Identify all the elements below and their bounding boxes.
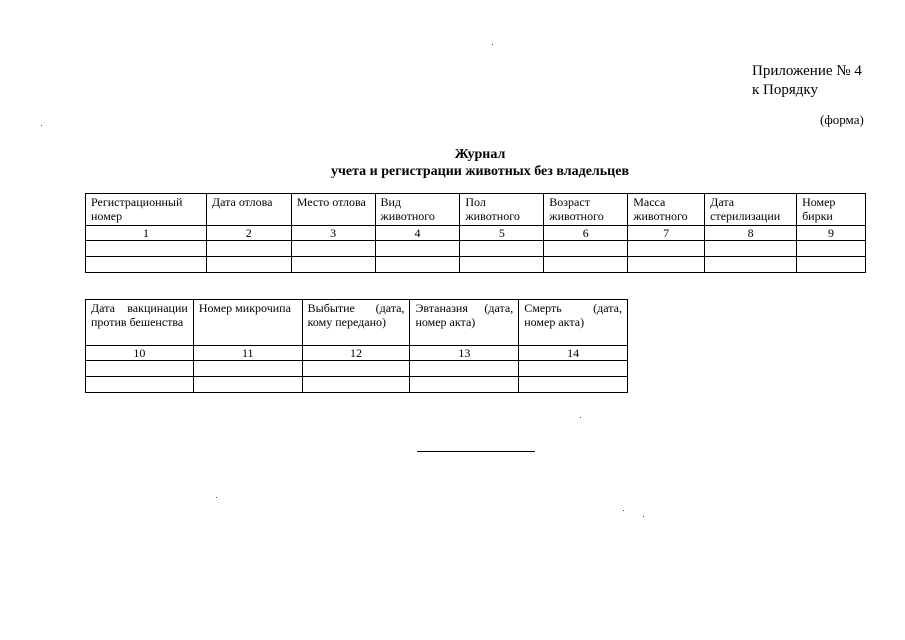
scan-speck (41, 125, 42, 126)
table-cell (410, 361, 519, 377)
journal-table-2 (85, 299, 628, 393)
table-cell (705, 241, 797, 257)
column-number: 2 (206, 226, 291, 241)
column-header: Эвтаназия (дата, номер акта) (410, 300, 519, 346)
end-divider-line (417, 451, 535, 452)
title-subtitle: учета и регистрации животных без владельцев (330, 164, 630, 179)
table-cell (375, 257, 460, 273)
column-number: 10 (86, 346, 194, 361)
appendix-number: Приложение № 4 (752, 63, 862, 79)
table-cell (519, 361, 628, 377)
journal-table-1 (85, 193, 866, 273)
table-cell (193, 377, 302, 393)
column-header: Дата отлова (206, 194, 291, 226)
column-header: Масса животного (628, 194, 705, 226)
scan-speck (580, 417, 581, 418)
document-title (0, 146, 905, 180)
scan-speck (623, 510, 624, 511)
table-row (86, 241, 866, 257)
table-cell (86, 361, 194, 377)
table-cell (86, 377, 194, 393)
table-row (86, 361, 628, 377)
column-number: 13 (410, 346, 519, 361)
table-header-row (86, 194, 866, 226)
column-header: Номер микрочипа (193, 300, 302, 346)
column-number-row (86, 226, 866, 241)
scan-speck (216, 497, 217, 498)
table-cell (460, 257, 544, 273)
table-cell (628, 257, 705, 273)
table-cell (291, 241, 375, 257)
column-header: Возраст животного (544, 194, 628, 226)
column-number: 5 (460, 226, 544, 241)
column-header: Дата вакцинации против бешенства (86, 300, 194, 346)
table-cell (291, 257, 375, 273)
table-cell (519, 377, 628, 393)
column-header: Вид животного (375, 194, 460, 226)
table-cell (705, 257, 797, 273)
table-cell (302, 361, 410, 377)
column-header: Место отлова (291, 194, 375, 226)
table-cell (544, 257, 628, 273)
column-number: 8 (705, 226, 797, 241)
appendix-reference (752, 62, 862, 100)
column-number: 3 (291, 226, 375, 241)
column-number: 11 (193, 346, 302, 361)
title-main: Журнал (454, 147, 506, 162)
table-cell (193, 361, 302, 377)
table-cell (544, 241, 628, 257)
table-cell (797, 241, 866, 257)
table-cell (375, 241, 460, 257)
column-header: Дата стерилизации (705, 194, 797, 226)
form-note: (форма) (820, 112, 864, 127)
column-header: Смерть (дата, номер акта) (519, 300, 628, 346)
column-header: Номер бирки (797, 194, 866, 226)
table-cell (206, 241, 291, 257)
column-number: 6 (544, 226, 628, 241)
appendix-order-ref: к Порядку (752, 82, 818, 98)
table-cell (302, 377, 410, 393)
scan-speck (492, 44, 493, 45)
column-header: Регистрационный номер (86, 194, 207, 226)
table-cell (797, 257, 866, 273)
table-cell (460, 241, 544, 257)
column-number: 4 (375, 226, 460, 241)
table-cell (410, 377, 519, 393)
column-header: Выбытие (дата, кому передано) (302, 300, 410, 346)
table-cell (86, 241, 207, 257)
column-number: 14 (519, 346, 628, 361)
column-number: 1 (86, 226, 207, 241)
table-cell (86, 257, 207, 273)
column-number: 12 (302, 346, 410, 361)
column-header: Пол животного (460, 194, 544, 226)
table-row (86, 377, 628, 393)
scan-speck (643, 516, 644, 517)
column-number: 9 (797, 226, 866, 241)
table-cell (628, 241, 705, 257)
column-number: 7 (628, 226, 705, 241)
table-row (86, 257, 866, 273)
table-cell (206, 257, 291, 273)
table-header-row (86, 300, 628, 346)
column-number-row (86, 346, 628, 361)
